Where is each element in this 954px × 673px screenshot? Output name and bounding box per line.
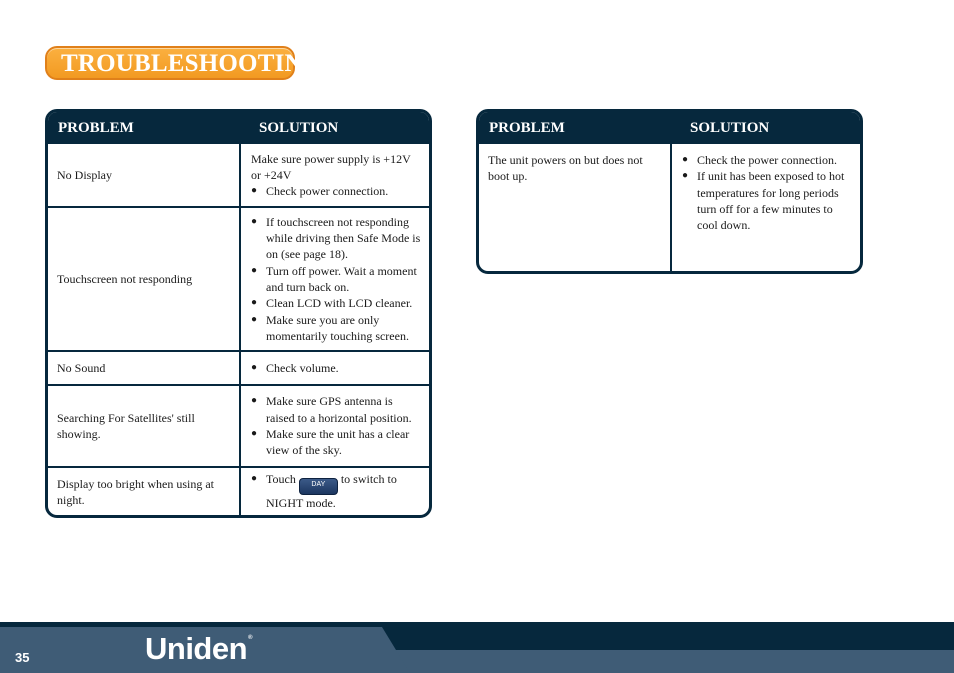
problem-cell: The unit powers on but does not boot up. bbox=[479, 144, 672, 271]
list-item: ● Touch DAY to switch to NIGHT mode. bbox=[251, 472, 397, 511]
table-header bbox=[48, 112, 429, 142]
list-item: ● Make sure the unit has a clear view of the sky. bbox=[251, 427, 410, 458]
list-item: ● Make sure you are only momentarily touching screen. bbox=[251, 312, 409, 343]
solution-header: SOLUTION bbox=[259, 120, 339, 136]
page-number: 35 bbox=[15, 650, 30, 665]
solution-cell bbox=[672, 144, 860, 271]
solution-cell bbox=[241, 208, 429, 350]
table-row bbox=[48, 142, 429, 206]
problem-header: PROBLEM bbox=[489, 120, 565, 136]
list-item: ● If unit has been exposed to hot temperatures for long periods turn off for a few minutes to cool down. bbox=[682, 169, 845, 233]
problem-cell: Touchscreen not responding bbox=[48, 208, 241, 350]
title-banner bbox=[45, 46, 323, 80]
brand-logo: Uniden® bbox=[145, 631, 252, 666]
right-troubleshooting-table bbox=[476, 109, 863, 274]
solution-cell bbox=[241, 468, 429, 515]
solution-cell: Make sure power supply is +12V or +24V ● Check power connection. bbox=[241, 144, 429, 206]
list-item: ● If touchscreen not responding while driving then Safe Mode is on (see page 18). bbox=[251, 214, 421, 262]
problem-cell: Display too bright when using at night. bbox=[48, 468, 241, 515]
page-title: TROUBLESHOOTING bbox=[61, 50, 323, 77]
problem-header: PROBLEM bbox=[58, 120, 134, 136]
list-item: ● Turn off power. Wait a moment and turn back on. bbox=[251, 263, 417, 294]
left-troubleshooting-table bbox=[45, 109, 432, 518]
problem-cell: Searching For Satellites' still showing. bbox=[48, 386, 241, 466]
list-item: ● Check power connection. bbox=[251, 184, 389, 199]
list-item: ● Check volume. bbox=[251, 360, 339, 375]
list-item: ● Make sure GPS antenna is raised to a horizontal position. bbox=[251, 394, 412, 425]
solution-header: SOLUTION bbox=[690, 120, 770, 136]
table-row bbox=[48, 384, 429, 466]
table-row bbox=[48, 350, 429, 384]
table-header bbox=[479, 112, 860, 142]
solution-cell bbox=[241, 352, 429, 384]
table-row bbox=[479, 142, 860, 271]
list-item: ● Clean LCD with LCD cleaner. bbox=[251, 296, 413, 311]
problem-cell: No Sound bbox=[48, 352, 241, 384]
table-row bbox=[48, 206, 429, 350]
solution-cell bbox=[241, 386, 429, 466]
table-row bbox=[48, 466, 429, 515]
day-mode-button: DAY bbox=[299, 478, 338, 495]
problem-cell: No Display bbox=[48, 144, 241, 206]
list-item: ● Check the power connection. bbox=[682, 153, 837, 167]
